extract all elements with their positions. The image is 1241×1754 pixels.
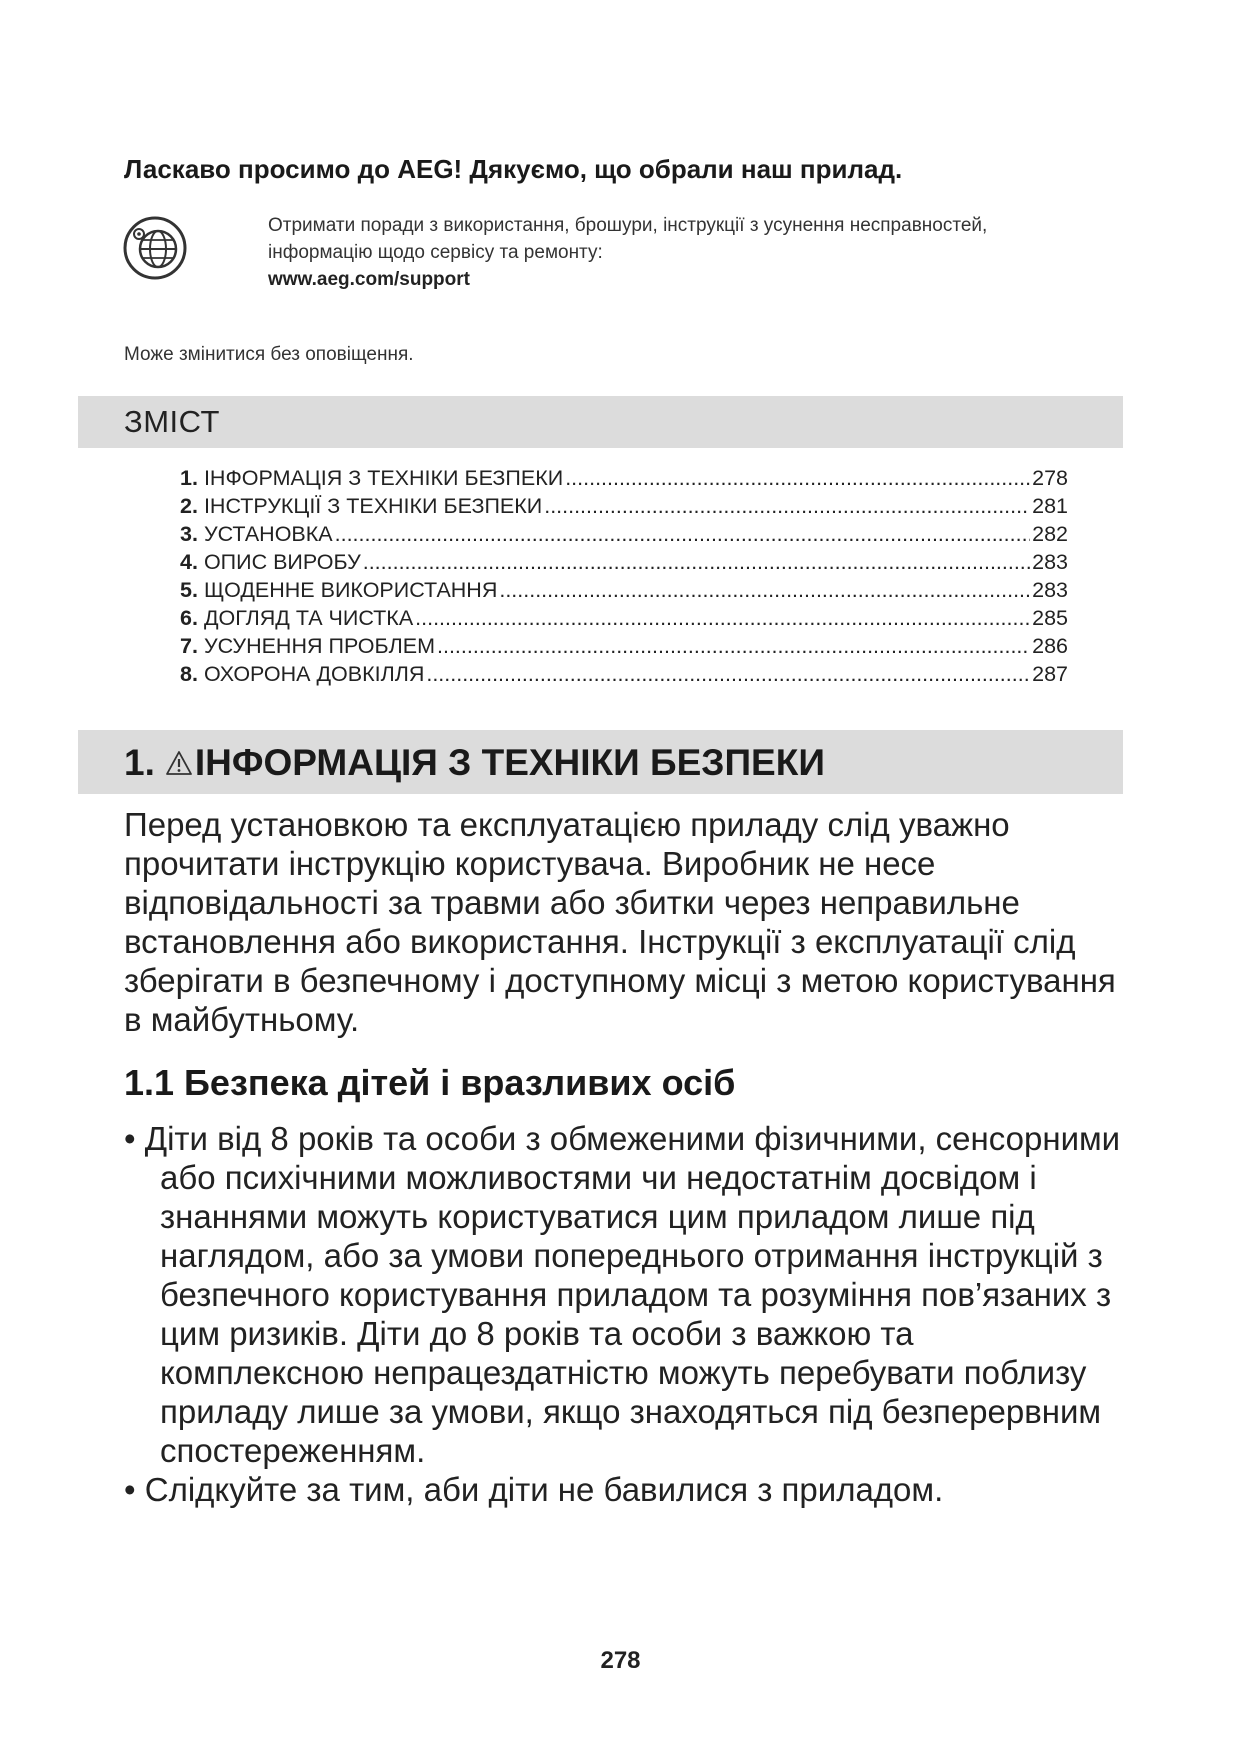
toc-item-page: 286 <box>1032 634 1068 658</box>
bullet-item: • Діти від 8 років та особи з обмеженими фізичними, сенсорними або психічними можливостями чи недостатнім досвідом і знаннями можуть користуватися цим приладом лише під наглядом, або за умови попереднього отримання інструкцій з безпечного користування приладом та розуміння пов’язаних з цим ризиків. Діти до 8 років та особи з важкою та комплексною непрацездатністю можуть перебувати поблизу приладу лише за умови, якщо знаходяться під безперервним спостереженням. <box>124 1119 1124 1470</box>
toc-item-label: ДОГЛЯД ТА ЧИСТКА <box>203 606 414 630</box>
toc-item-label: УСТАНОВКА <box>203 522 333 546</box>
toc-leader-dots <box>415 604 1030 632</box>
toc-item-number: 3. <box>180 522 198 546</box>
toc-header-band <box>78 396 1123 448</box>
toc-item-page: 278 <box>1032 466 1068 490</box>
section-title-text: ІНФОРМАЦІЯ З ТЕХНІКИ БЕЗПЕКИ <box>194 742 825 783</box>
toc-leader-dots <box>565 464 1030 492</box>
toc-item-label: ЩОДЕННЕ ВИКОРИСТАННЯ <box>203 578 498 602</box>
page-number: 278 <box>600 1647 641 1674</box>
toc-leader-dots <box>544 492 1030 520</box>
toc-item[interactable] <box>180 604 1068 632</box>
support-url-link[interactable]: www.aeg.com/support <box>268 269 470 290</box>
toc-title: ЗМІСТ <box>124 404 220 439</box>
toc-item-number: 7. <box>180 634 198 658</box>
toc-item-page: 283 <box>1032 550 1068 574</box>
toc-item-page: 282 <box>1032 522 1068 546</box>
toc-leader-dots <box>363 548 1030 576</box>
toc-item-label: УСУНЕННЯ ПРОБЛЕМ <box>203 634 435 658</box>
section-intro-text: Перед установкою та експлуатацією приладу слід уважно прочитати інструкцію користувача. Виробник не несе відповідальності за травми або збитки через неправильне встановлення або використання. Інструкції з експлуатації слід зберігати в безпечному і доступному місці з метою користування в майбутньому. <box>124 806 1116 1038</box>
toc-item[interactable] <box>180 464 1068 492</box>
toc-item-label: ІНФОРМАЦІЯ З ТЕХНІКИ БЕЗПЕКИ <box>203 466 564 490</box>
safety-bullet-list <box>124 1119 1124 1509</box>
toc-item[interactable] <box>180 492 1068 520</box>
toc-item-number: 4. <box>180 550 198 574</box>
toc-leader-dots <box>426 660 1030 688</box>
toc-item-page: 283 <box>1032 578 1068 602</box>
change-notice: Може змінитися без оповіщення. <box>124 344 414 365</box>
toc-item-page: 287 <box>1032 662 1068 686</box>
toc-item-number: 2. <box>180 494 198 518</box>
toc-item-number: 5. <box>180 578 198 602</box>
globe-web-icon <box>122 215 188 281</box>
toc-item-label: ОХОРОНА ДОВКІЛЛЯ <box>203 662 425 686</box>
toc-item[interactable] <box>180 548 1068 576</box>
toc-item-number: 6. <box>180 606 198 630</box>
toc-leader-dots <box>335 520 1031 548</box>
toc-list <box>180 464 1068 688</box>
welcome-heading: Ласкаво просимо до AEG! Дякуємо, що обрали наш прилад. <box>124 154 903 184</box>
toc-item[interactable] <box>180 576 1068 604</box>
toc-item[interactable] <box>180 520 1068 548</box>
toc-item[interactable] <box>180 632 1068 660</box>
toc-item-page: 285 <box>1032 606 1068 630</box>
support-text-line-2: інформацію щодо сервісу та ремонту: <box>268 242 603 263</box>
support-text-line-1: Отримати поради з використання, брошури, інструкції з усунення несправностей, <box>268 215 988 236</box>
support-info <box>268 212 987 293</box>
toc-leader-dots <box>437 632 1030 660</box>
section-number: 1. <box>124 742 155 783</box>
toc-item-number: 8. <box>180 662 198 686</box>
toc-item-page: 281 <box>1032 494 1068 518</box>
subsection-title: 1.1 Безпека дітей і вразливих осіб <box>124 1062 736 1103</box>
warning-triangle-icon <box>165 749 193 777</box>
section-title <box>124 742 825 784</box>
toc-item-number: 1. <box>180 466 198 490</box>
toc-item[interactable] <box>180 660 1068 688</box>
toc-item-label: ІНСТРУКЦІЇ З ТЕХНІКИ БЕЗПЕКИ <box>203 494 543 518</box>
toc-leader-dots <box>499 576 1030 604</box>
toc-item-label: ОПИС ВИРОБУ <box>203 550 361 574</box>
bullet-item: • Слідкуйте за тим, аби діти не бавилися з приладом. <box>124 1470 1124 1509</box>
